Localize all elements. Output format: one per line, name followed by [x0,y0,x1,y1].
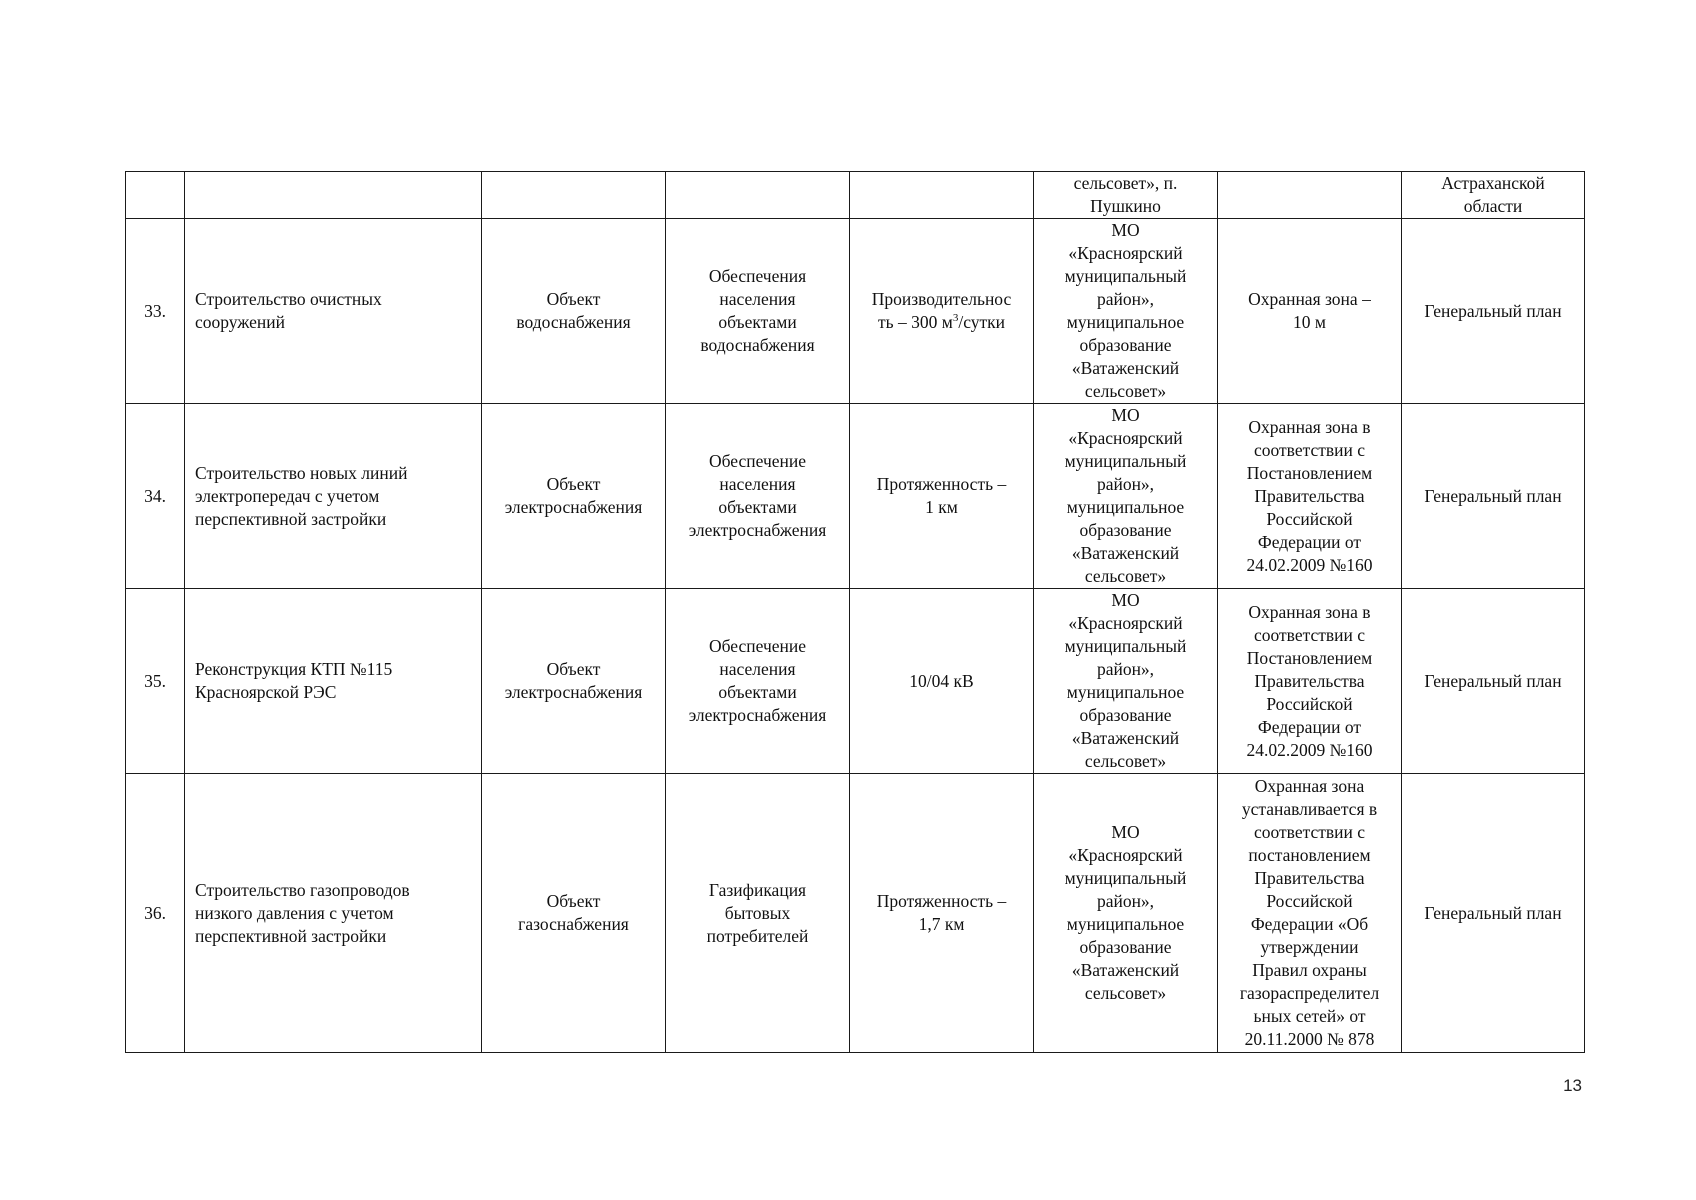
object-name-cell: Строительство очистных сооружений [185,219,482,404]
source-document-cell: Генеральный план [1402,774,1585,1053]
protection-zone-cell: Охранная зона устанавливается в соответствии с постановлением Правительства Российской Федерации «Об утверждении Правил охраны газораспределител ьных сетей» от 20.11.2000 № 878 [1218,774,1402,1053]
row-number-cell: 35. [126,589,185,774]
protection-zone-cell: Охранная зона – 10 м [1218,219,1402,404]
capacity-cell [850,172,1034,219]
location-cell: МО «Красноярский муниципальный район», муниципальное образование «Ватаженский сельсовет» [1034,589,1218,774]
row-number-cell: 36. [126,774,185,1053]
location-cell: МО «Красноярский муниципальный район», муниципальное образование «Ватаженский сельсовет» [1034,219,1218,404]
object-name-cell [185,172,482,219]
object-type-cell [482,172,666,219]
table-row [126,589,1585,774]
source-document-cell: Генеральный план [1402,589,1585,774]
table-row [126,404,1585,589]
object-type-cell: Объект газоснабжения [482,774,666,1053]
table-row [126,172,1585,219]
protection-zone-cell: Охранная зона в соответствии с Постановлением Правительства Российской Федерации от 24.02.2009 №160 [1218,404,1402,589]
location-cell: сельсовет», п. Пушкино [1034,172,1218,219]
row-number-cell: 34. [126,404,185,589]
location-cell: МО «Красноярский муниципальный район», муниципальное образование «Ватаженский сельсовет» [1034,774,1218,1053]
purpose-cell: Обеспечение населения объектами электроснабжения [666,589,850,774]
object-name-cell: Строительство новых линий электропередач с учетом перспективной застройки [185,404,482,589]
purpose-cell: Обеспечения населения объектами водоснабжения [666,219,850,404]
capacity-cell: Протяженность – 1,7 км [850,774,1034,1053]
object-type-cell: Объект электроснабжения [482,404,666,589]
planning-objects-table [125,171,1585,1053]
location-cell: МО «Красноярский муниципальный район», муниципальное образование «Ватаженский сельсовет» [1034,404,1218,589]
purpose-cell [666,172,850,219]
superscript-3: 3 [952,312,959,325]
protection-zone-cell [1218,172,1402,219]
purpose-cell: Обеспечение населения объектами электроснабжения [666,404,850,589]
capacity-cell: Производительнос ть – 300 $м^3$/сутки [850,219,1034,404]
row-number-cell: 33. [126,219,185,404]
row-number-cell [126,172,185,219]
object-name-cell: Реконструкция КТП №115 Красноярской РЭС [185,589,482,774]
page-number: 13 [1563,1076,1582,1095]
protection-zone-cell: Охранная зона в соответствии с Постановлением Правительства Российской Федерации от 24.02.2009 №160 [1218,589,1402,774]
table-row [126,774,1585,1053]
table-row [126,219,1585,404]
source-document-cell: Генеральный план [1402,219,1585,404]
purpose-cell: Газификация бытовых потребителей [666,774,850,1053]
capacity-cell: Протяженность – 1 км [850,404,1034,589]
object-type-cell: Объект водоснабжения [482,219,666,404]
object-name-cell: Строительство газопроводов низкого давления с учетом перспективной застройки [185,774,482,1053]
capacity-cell: 10/04 кВ [850,589,1034,774]
object-type-cell: Объект электроснабжения [482,589,666,774]
source-document-cell: Генеральный план [1402,404,1585,589]
source-document-cell: Астраханской области [1402,172,1585,219]
